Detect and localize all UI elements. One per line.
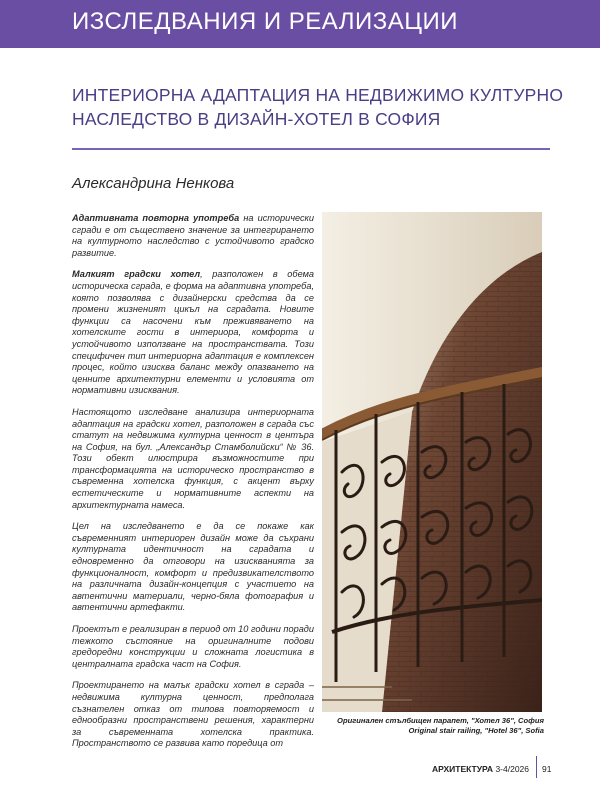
paragraph: [72, 407, 314, 511]
paragraph: [72, 521, 314, 614]
paragraph-text: Цел на изследването е да се покаже как съвременният интериорен дизайн може да съхрани културната идентичност на сградата и едновременно да отговори на изискванията за функционалност, комфорт и предизвикателството на различната дизайн-концепция с участието на автентични материали, черно-бяла фотография и автентични артефакти.: [72, 521, 314, 613]
paragraph: [72, 269, 314, 397]
article-title-line: ИНТЕРИОРНА АДАПТАЦИЯ НА НЕДВИЖИМО КУЛТУРНО: [72, 85, 564, 105]
article-title-line: НАСЛЕДСТВО В ДИЗАЙН-ХОТЕЛ В СОФИЯ: [72, 109, 441, 129]
photo-caption: [322, 716, 544, 736]
caption-bulgarian: Оригинален стълбищен парапет, "Хотел 36", София: [337, 716, 544, 725]
stair-railing-image: [322, 212, 542, 712]
paragraph-lead: Малкият градски хотел: [72, 269, 201, 280]
author-name: Александрина Ненкова: [72, 175, 235, 192]
paragraph-text: Проектът е реализиран в период от 10 години поради тежкото състояние на оригиналните подови гредоредни конструкции и сложната логистика в централната градска част на София.: [72, 624, 314, 669]
paragraph: [72, 213, 314, 259]
paragraph: [72, 624, 314, 670]
title-divider: [72, 148, 550, 150]
journal-footer: [432, 764, 529, 774]
journal-issue: 3-4/2026: [495, 764, 530, 774]
footer-divider: [536, 756, 537, 778]
section-title: ИЗСЛЕДВАНИЯ И РЕАЛИЗАЦИИ: [72, 8, 459, 35]
paragraph-text: Проектирането на малък градски хотел в сграда – недвижима културна ценност, предполага съзнателен отказ от типова повторяемост и еднообразни пространствени решения, характерни за съвременната хотелска практика. Пространството се развива като поредица от: [72, 680, 314, 749]
section-header-band: [0, 0, 600, 48]
paragraph-text: на исторически сгради е от съществено значение за интегрирането на културното наследство с устойчивото градско развитие.: [72, 213, 314, 258]
paragraph-text: Настоящото изследване анализира интериорната адаптация на градски хотел, разположен в сграда със статут на недвижима културна ценност в центъра на София, на бул. „Александър Стамболийски“ № 36. Този обект илюстрира възможностите при трансформацията на историческо пространство в съвременна хотелска функция, с акцент върху естетическите и нормативните аспекти на архитектурната намеса.: [72, 406, 314, 510]
paragraph: [72, 680, 314, 750]
stair-railing-photo: [322, 212, 542, 712]
paragraph-text: , разположен в обема историческа сграда, е форма на адаптивна употреба, която позволява с дизайнерски средства да се промени жизненият цикъл на сградата. Новите функции са насочени към преживяването на хотелските гости в интериора, комфорта и устойчивото използване на пространствата. Този специфичен тип интериорна адаптация е комплексен процес, който изисква баланс между опазването на ценните архитектурни елементи и условията от нормативни изисквания.: [72, 269, 314, 396]
paragraph-lead: Адаптивната повторна употреба: [72, 213, 240, 223]
journal-name: АРХИТЕКТУРА: [432, 764, 494, 774]
caption-english: Original stair railing, "Hotel 36", Sofia: [408, 726, 544, 735]
article-title: [72, 83, 564, 131]
page-number: 91: [542, 764, 552, 774]
article-body: [72, 213, 314, 760]
